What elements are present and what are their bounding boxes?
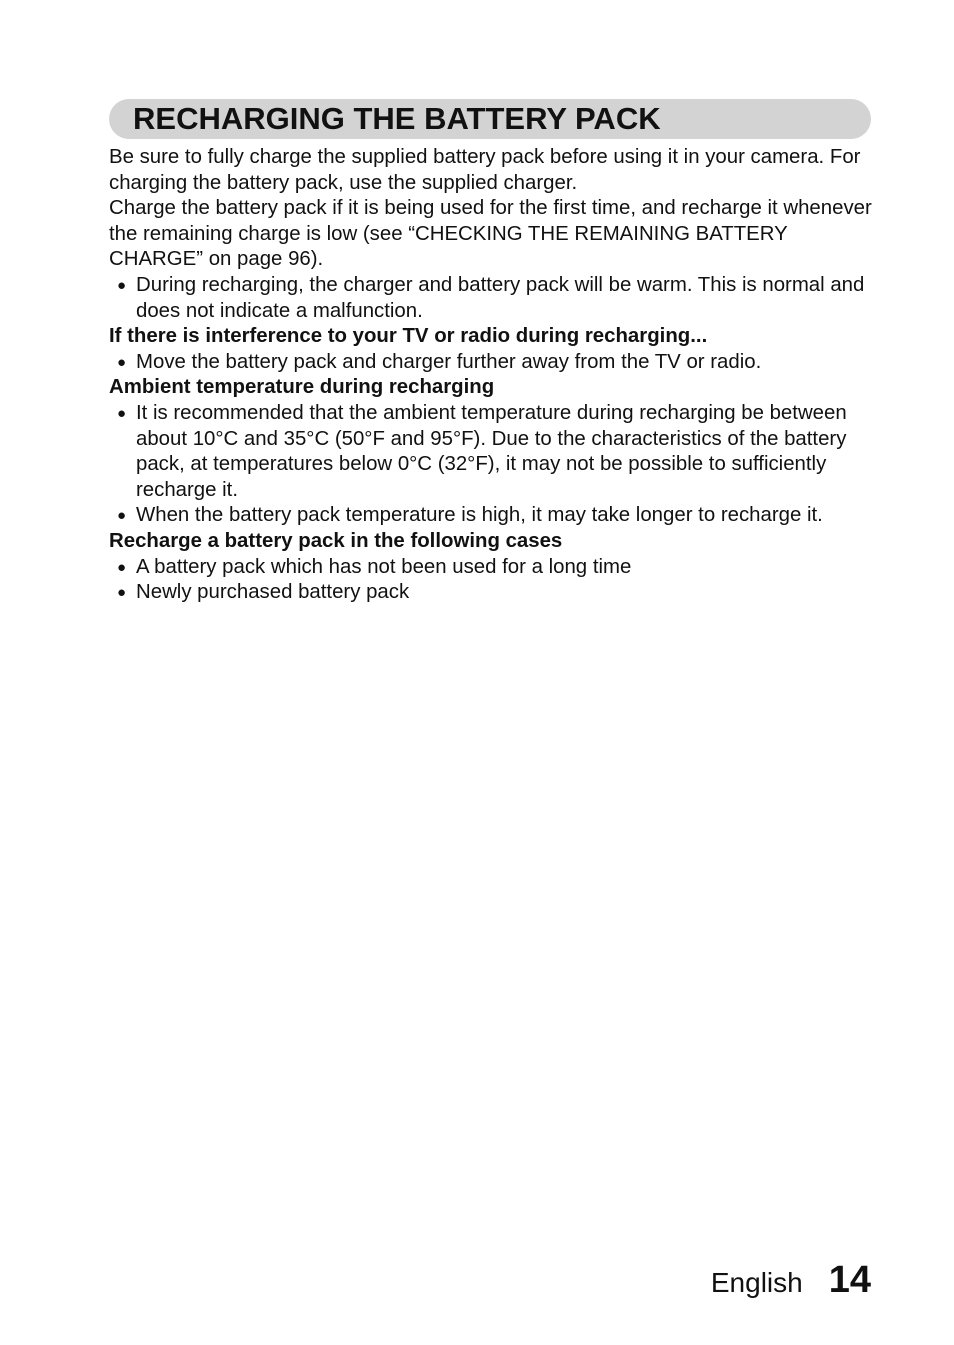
- page-title: RECHARGING THE BATTERY PACK: [133, 101, 661, 136]
- section-heading-interference: If there is interference to your TV or radio during recharging...: [109, 325, 708, 348]
- list-item: [109, 273, 879, 324]
- list-item-text: When the battery pack temperature is high, it may take longer to recharge it.: [136, 504, 823, 527]
- list-item-text: Newly purchased battery pack: [136, 581, 410, 604]
- list-item: [109, 503, 879, 529]
- list-item-text: Move the battery pack and charger further away from the TV or radio.: [136, 350, 762, 373]
- bullet-icon: ●: [117, 558, 127, 576]
- section-title-bar: [109, 99, 871, 139]
- intro-paragraph: Be sure to fully charge the supplied battery pack before using it in your camera. For charging the battery pack, use the supplied charger.: [109, 146, 861, 194]
- list-item: [109, 401, 879, 503]
- page-content: [109, 145, 879, 606]
- section-heading-temperature: Ambient temperature during recharging: [109, 376, 495, 399]
- list-item: [109, 555, 879, 581]
- footer-language: English: [710, 1267, 803, 1298]
- list-item: [109, 580, 879, 606]
- bullet-icon: ●: [117, 507, 127, 525]
- section-heading-cases: Recharge a battery pack in the following cases: [109, 529, 563, 552]
- page-footer: [711, 1258, 871, 1305]
- list-item: [109, 350, 879, 376]
- bullet-icon: ●: [117, 404, 127, 422]
- bullet-icon: ●: [117, 584, 127, 602]
- list-item-text: It is recommended that the ambient temperature during recharging be between about 10°C and 35°C (50°F and 95°F). Due to the characteristics of the battery pack, at temperatures below 0°C (32°F), it may not be possible to sufficiently recharge it.: [136, 401, 847, 501]
- intro-paragraph: Charge the battery pack if it is being used for the first time, and recharge it whenever the remaining charge is low (see “CHECKING THE REMAINING BATTERY CHARGE” on page 96).: [109, 197, 872, 271]
- list-item-text: During recharging, the charger and battery pack will be warm. This is normal and does not indicate a malfunction.: [136, 273, 865, 322]
- bullet-icon: ●: [117, 276, 127, 294]
- page-number: 14: [828, 1259, 871, 1301]
- list-item-text: A battery pack which has not been used for a long time: [136, 555, 632, 578]
- bullet-icon: ●: [117, 353, 127, 371]
